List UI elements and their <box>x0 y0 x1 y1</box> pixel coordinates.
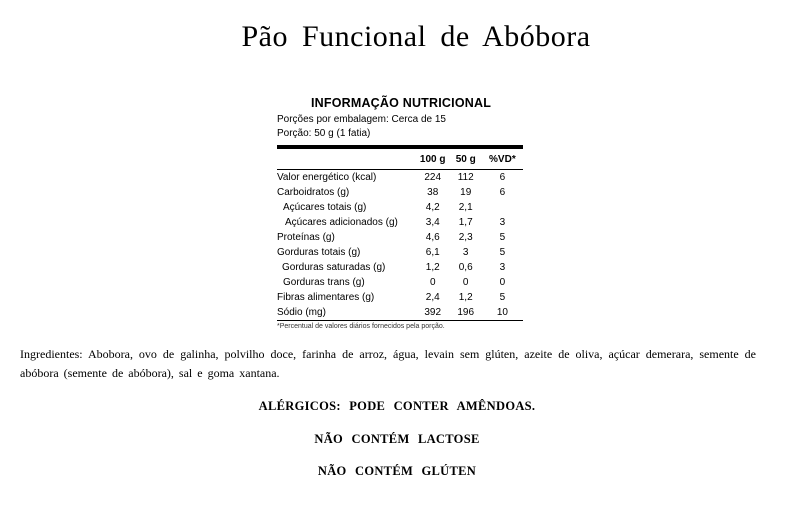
table-row <box>277 170 523 185</box>
row-label: Gorduras totais (g) <box>277 247 361 258</box>
row-value-100g: 0 <box>429 277 436 288</box>
gluten-free-notice: NÃO CONTÉM GLÚTEN <box>317 464 477 478</box>
column-header-100g: 100 g <box>419 153 446 165</box>
row-value-50g: 2,1 <box>458 202 473 213</box>
table-row <box>277 215 523 230</box>
row-value-vd: 6 <box>499 187 506 198</box>
row-value-vd: 3 <box>499 217 506 228</box>
column-header-label <box>277 149 416 169</box>
row-value-100g: 2,4 <box>425 292 440 303</box>
table-row <box>277 185 523 200</box>
nutrition-facts-panel <box>277 96 523 330</box>
row-value-vd: 5 <box>499 247 506 258</box>
column-header-50g: 50 g <box>455 153 476 165</box>
row-label: Gorduras trans (g) <box>283 277 365 288</box>
table-row <box>277 275 523 290</box>
row-value-100g: 6,1 <box>425 247 440 258</box>
lactose-free-notice: NÃO CONTÉM LACTOSE <box>314 432 480 446</box>
row-value-100g: 38 <box>427 187 439 198</box>
row-value-vd: 6 <box>499 172 506 183</box>
row-label: Valor energético (kcal) <box>277 172 377 183</box>
row-label: Carboidratos (g) <box>277 187 350 198</box>
row-value-50g: 112 <box>457 172 474 183</box>
footnote: *Percentual de valores diários fornecidos pela porção. <box>277 323 445 330</box>
nutrition-heading: INFORMAÇÃO NUTRICIONAL <box>310 96 492 110</box>
row-label: Proteínas (g) <box>277 232 335 243</box>
row-value-50g: 0 <box>462 277 469 288</box>
table-row <box>277 305 523 320</box>
row-label: Açúcares adicionados (g) <box>285 217 398 228</box>
row-value-50g: 19 <box>460 187 472 198</box>
table-row <box>277 200 523 215</box>
row-value-vd: 10 <box>496 307 508 318</box>
row-value-50g: 1,2 <box>458 292 473 303</box>
row-value-50g: 2,3 <box>458 232 473 243</box>
row-value-50g: 196 <box>457 307 475 318</box>
table-row <box>277 290 523 305</box>
allergen-warning: ALÉRGICOS: PODE CONTER AMÊNDOAS. <box>258 399 536 413</box>
row-value-50g: 0,6 <box>458 262 473 273</box>
ingredients-text: Ingredientes: Abobora, ovo de galinha, polvilho doce, farinha de arroz, água, levain sem glúten, azeite de oliva, açúcar demerara, semente de abóbora (semente de abóbora), sal e goma xantana. <box>20 347 756 380</box>
row-label: Fibras alimentares (g) <box>277 292 375 303</box>
row-value-vd: 5 <box>499 232 506 243</box>
row-label: Açúcares totais (g) <box>283 202 367 213</box>
row-value-vd: 3 <box>499 262 506 273</box>
row-value-50g: 3 <box>462 247 469 258</box>
row-value-100g: 4,6 <box>425 232 440 243</box>
row-value-50g: 1,7 <box>458 217 473 228</box>
row-value-100g: 392 <box>424 307 442 318</box>
bottom-divider <box>277 320 523 321</box>
row-value-100g: 224 <box>424 172 442 183</box>
product-title: Pão Funcional de Abóbora <box>241 20 591 53</box>
row-value-100g: 3,4 <box>425 217 440 228</box>
table-row <box>277 230 523 245</box>
table-row <box>277 260 523 275</box>
table-row <box>277 245 523 260</box>
row-value-vd: 0 <box>499 277 506 288</box>
row-value-vd <box>482 200 523 215</box>
column-header-vd: %VD* <box>489 153 516 165</box>
row-value-vd: 5 <box>499 292 506 303</box>
row-label: Sódio (mg) <box>277 307 326 318</box>
servings-per-package: Porções por embalagem: Cerca de 15 <box>277 114 446 125</box>
serving-size: Porção: 50 g (1 fatia) <box>277 128 371 139</box>
row-value-100g: 1,2 <box>425 262 440 273</box>
nutrition-table <box>277 149 523 320</box>
row-value-100g: 4,2 <box>425 202 440 213</box>
row-label: Gorduras saturadas (g) <box>282 262 386 273</box>
table-header-row <box>277 149 523 169</box>
